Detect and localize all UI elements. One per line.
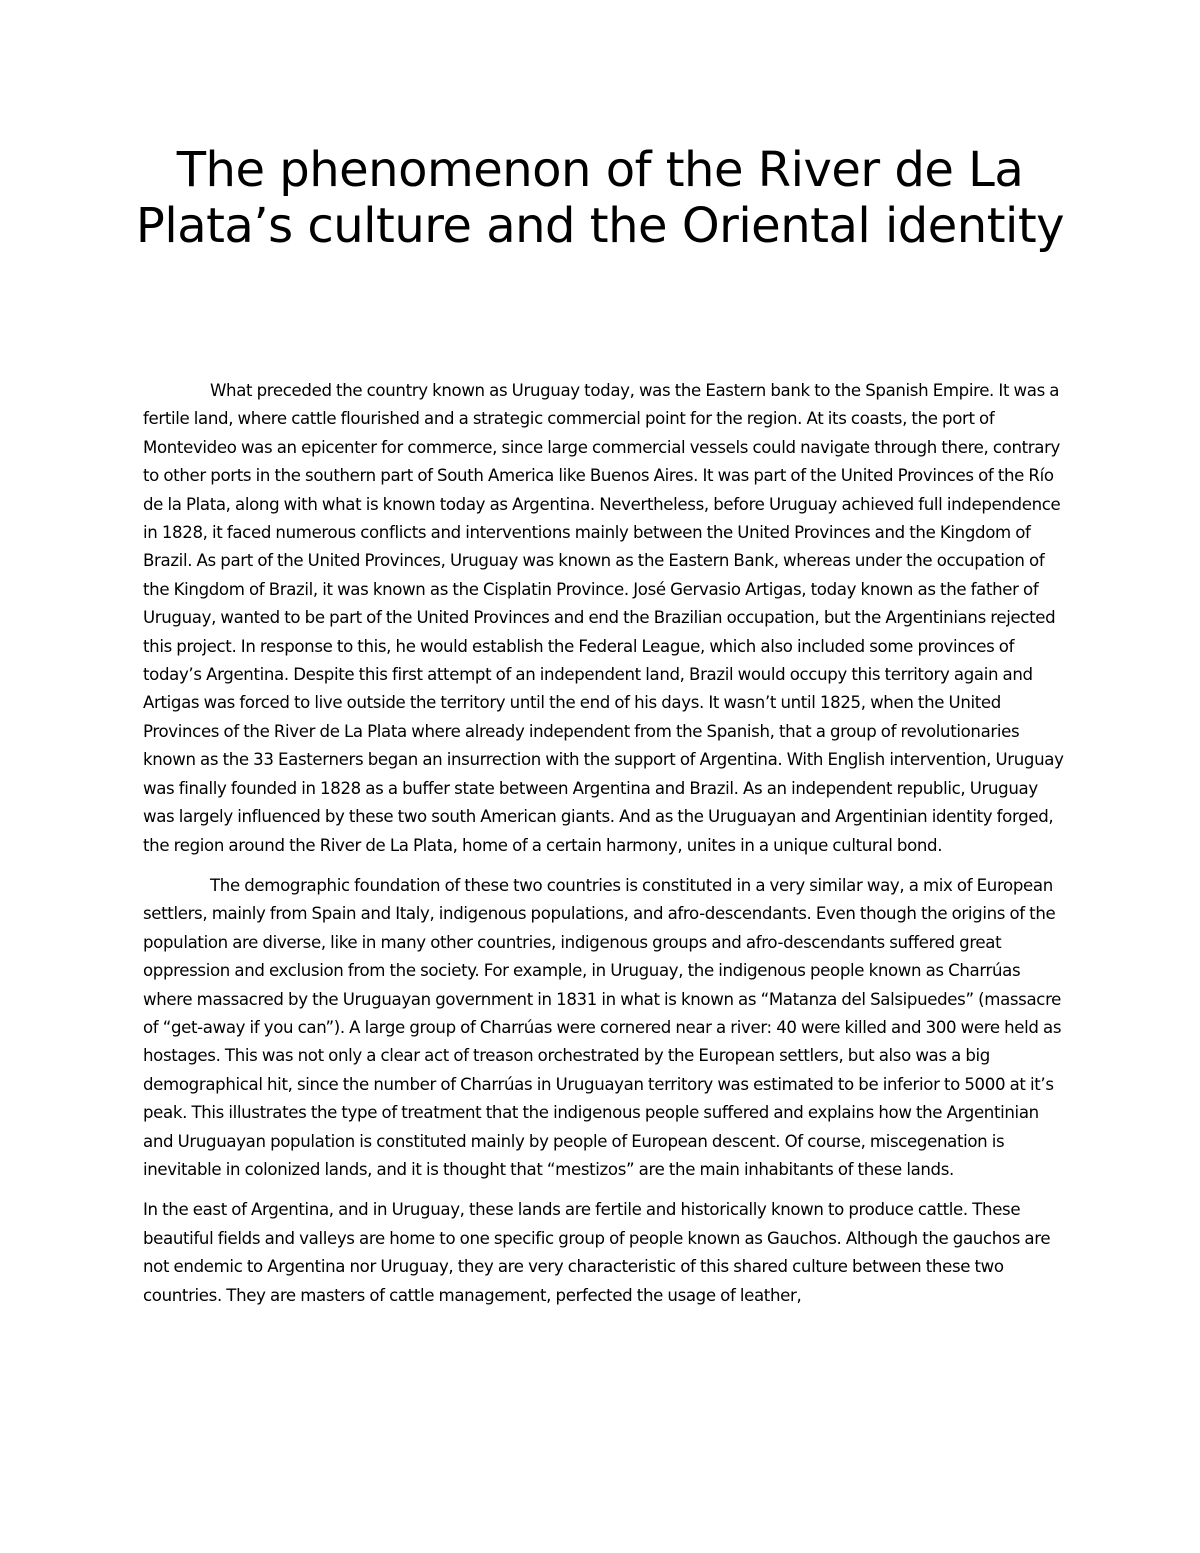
document-body <box>143 377 1066 1322</box>
paragraph-gauchos: In the east of Argentina, and in Uruguay, these lands are fertile and historically known to produce cattle. These beautiful fields and valleys are home to one specific group of people known as Gauchos. Although the gauchos are not endemic to Argentina nor Uruguay, they are very characteristic of this shared culture between these two countries. They are masters of cattle management, perfected the usage of leather, <box>143 1200 1051 1305</box>
paragraph-history: What preceded the country known as Uruguay today, was the Eastern bank to the Spanish Empire. It was a fertile land, where cattle flourished and a strategic commercial point for the region. At its coasts, the port of Montevideo was an epicenter for commerce, since large commercial vessels could navigate through there, contrary to other ports in the southern part of South America like Buenos Aires. It was part of the United Provinces of the Río de la Plata, along with what is known today as Argentina. Nevertheless, before Uruguay achieved full independence in 1828, it faced numerous conflicts and interventions mainly between the United Provinces and the Kingdom of Brazil. As part of the United Provinces, Uruguay was known as the Eastern Bank, whereas under the occupation of the Kingdom of Brazil, it was known as the Cisplatin Province. José Gervasio Artigas, today known as the father of Uruguay, wanted to be part of the United Provinces and end the Brazilian occupation, but the Argentinians rejected this project. In response to this, he would establish the Federal League, which also included some provinces of today’s Argentina. Despite this first attempt of an independent land, Brazil would occupy this territory again and Artigas was forced to live outside the territory until the end of his days. It wasn’t until 1825, when the United Provinces of the River de La Plata where already independent from the Spanish, that a group of revolutionaries known as the 33 Easterners began an insurrection with the support of Argentina. With English intervention, Uruguay was finally founded in 1828 as a buffer state between Argentina and Brazil. As an independent republic, Uruguay was largely influenced by these two south American giants. And as the Uruguayan and Argentinian identity forged, the region around the River de La Plata, home of a certain harmony, unites in a unique cultural bond. <box>143 381 1064 855</box>
paragraph-demographics: The demographic foundation of these two countries is constituted in a very similar way, a mix of European settlers, mainly from Spain and Italy, indigenous populations, and afro-descendants. Even though the origins of the population are diverse, like in many other countries, indigenous groups and afro-descendants suffered great oppression and exclusion from the society. For example, in Uruguay, the indigenous people known as Charrúas where massacred by the Uruguayan government in 1831 in what is known as “Matanza del Salsipuedes” (massacre of “get-away if you can”). A large group of Charrúas were cornered near a river: 40 were killed and 300 were held as hostages. This was not only a clear act of treason orchestrated by the European settlers, but also was a big demographical hit, since the number of Charrúas in Uruguayan territory was estimated to be inferior to 5000 at it’s peak. This illustrates the type of treatment that the indigenous people suffered and explains how the Argentinian and Uruguayan population is constituted mainly by people of European descent. Of course, miscegenation is inevitable in colonized lands, and it is thought that “mestizos” are the main inhabitants of these lands. <box>143 875 1062 1179</box>
document-title: The phenomenon of the River de La Plata’s culture and the Oriental identity <box>135 142 1065 254</box>
